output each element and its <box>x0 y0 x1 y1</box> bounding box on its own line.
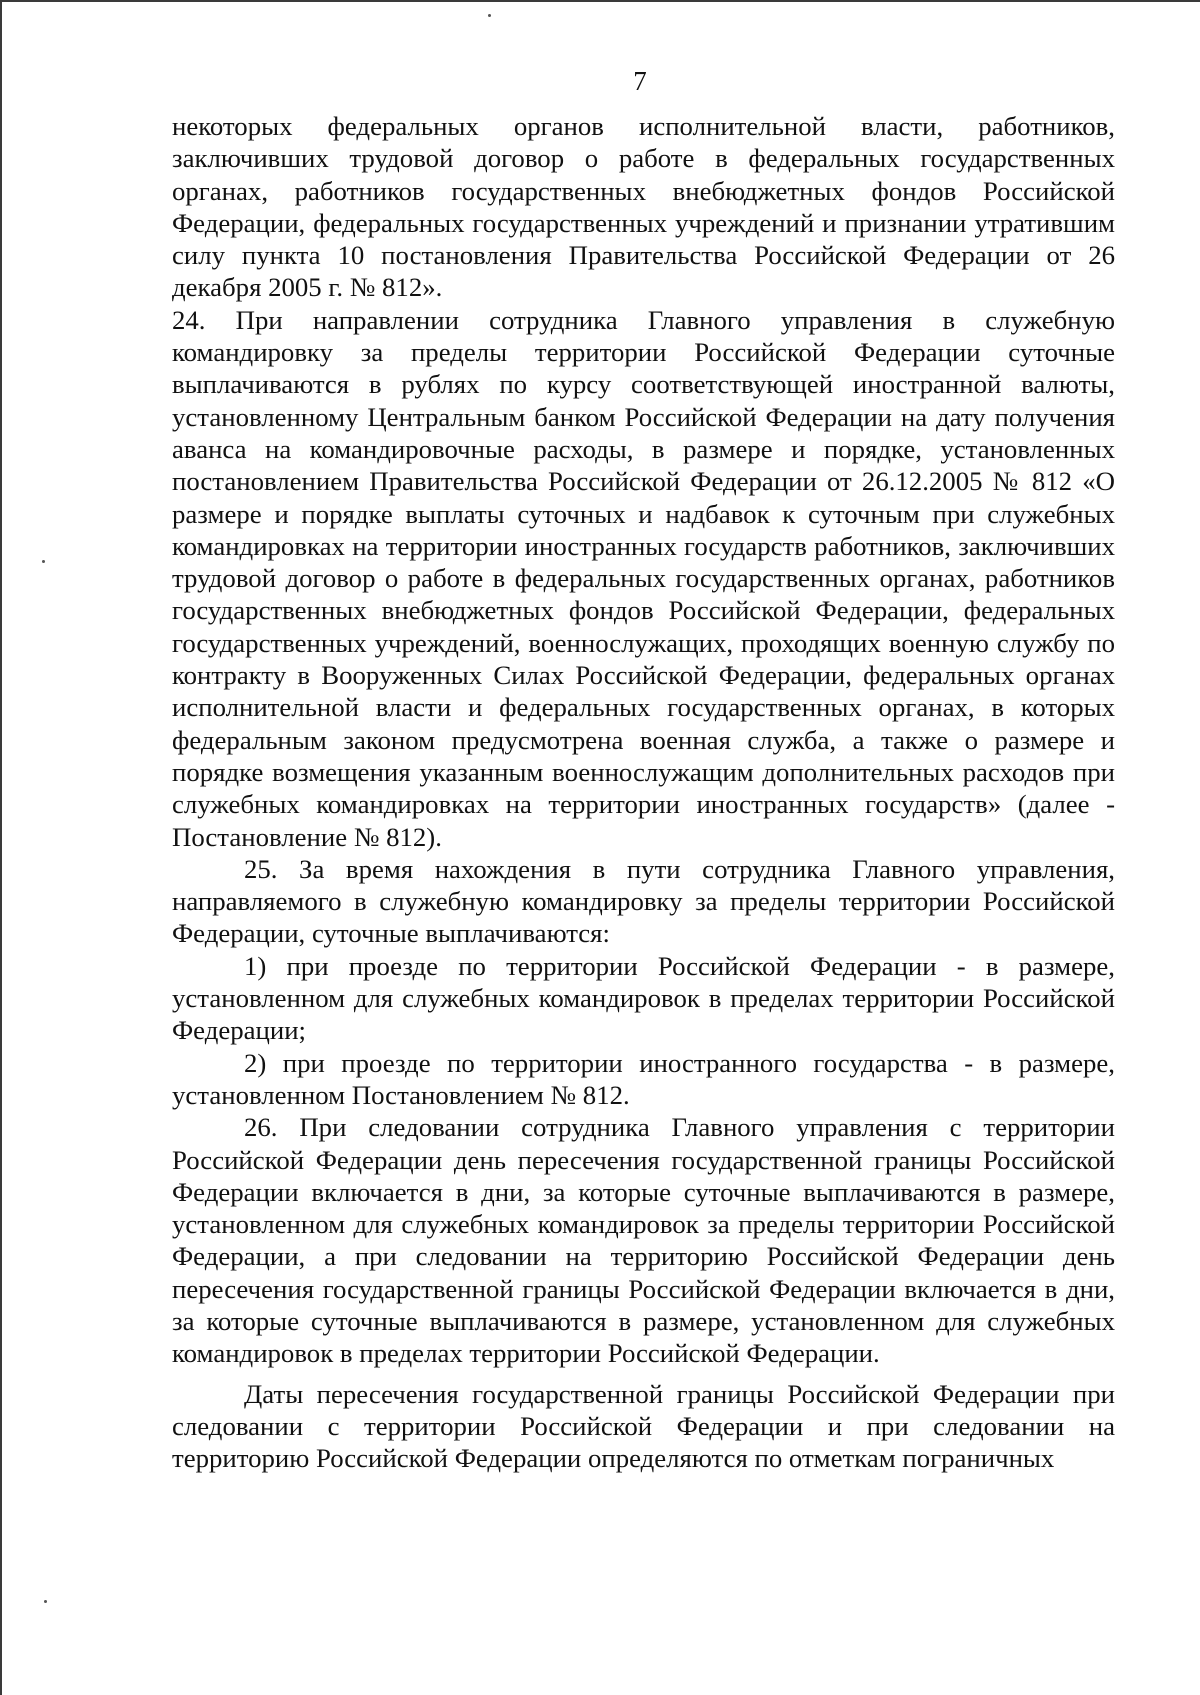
paragraph-clause-26: 26. При следовании сотрудника Главного управления с территории Российской Федерации день пересечения государственной границы Российской Федерации включается в дни, за которые суточные выплачиваются в размере, установленном для служебных командировок за пределы территории Российской Федерации, а при следовании на территорию Российской Федерации день пересечения государственной границы Российской Федерации включается в дни, за которые суточные выплачиваются в размере, установленном для служебных командировок в пределах территории Российской Федерации. <box>172 1112 1115 1369</box>
paragraph-border-dates: Даты пересечения государственной границы Российской Федерации при следовании с территории Российской Федерации и при следовании на территорию Российской Федерации определяются по отметкам пограничных <box>172 1378 1115 1474</box>
paragraph-clause-24: 24. При направлении сотрудника Главного управления в служебную командировку за пределы территории Российской Федерации суточные выплачиваются в рублях по курсу соответствующей иностранной валюты, установленному Центральным банком Российской Федерации на дату получения аванса на командировочные расходы, в размере и порядке, установленных постановлением Правительства Российской Федерации от 26.12.2005 № 812 «О размере и порядке выплаты суточных и надбавок к суточным при служебных командировках на территории иностранных государств работников, заключивших трудовой договор о работе в федеральных государственных органах, работников государственных внебюджетных фондов Российской Федерации, федеральных государственных учреждений, военнослужащих, проходящих военную службу по контракту в Вооруженных Силах Российской Федерации, федеральных органах исполнительной власти и федеральных государственных органах, в которых федеральным законом предусмотрена военная служба, а также о размере и порядке возмещения указанным военнослужащим дополнительных расходов при служебных командировках на территории иностранных государств» (далее - Постановление № 812). <box>172 304 1115 852</box>
paragraph-clause-25-item-1: 1) при проезде по территории Российской Федерации - в размере, установленном для служебных командировок в пределах территории Российской Федерации; <box>172 950 1115 1046</box>
scan-speck <box>42 560 45 563</box>
scan-edge-left <box>0 0 2 1695</box>
paragraph-continuation: некоторых федеральных органов исполнительной власти, работников, заключивших трудовой договор о работе в федеральных государственных органах, работников государственных внебюджетных фондов Российской Федерации, федеральных государственных учреждений и признании утратившим силу пункта 10 постановления Правительства Российской Федерации от 26 декабря 2005 г. № 812». <box>172 111 1115 303</box>
page-number: 7 <box>633 66 647 96</box>
scan-edge-top <box>0 0 1200 2</box>
paragraph-clause-25: 25. За время нахождения в пути сотрудника Главного управления, направляемого в служебную командировку за пределы территории Российской Федерации, суточные выплачиваются: <box>172 853 1115 949</box>
paragraph-clause-25-item-2: 2) при проезде по территории иностранного государства - в размере, установленном Постановлением № 812. <box>172 1047 1115 1110</box>
scan-speck <box>44 1600 47 1603</box>
scan-speck <box>488 14 491 17</box>
document-body <box>172 110 1115 1474</box>
